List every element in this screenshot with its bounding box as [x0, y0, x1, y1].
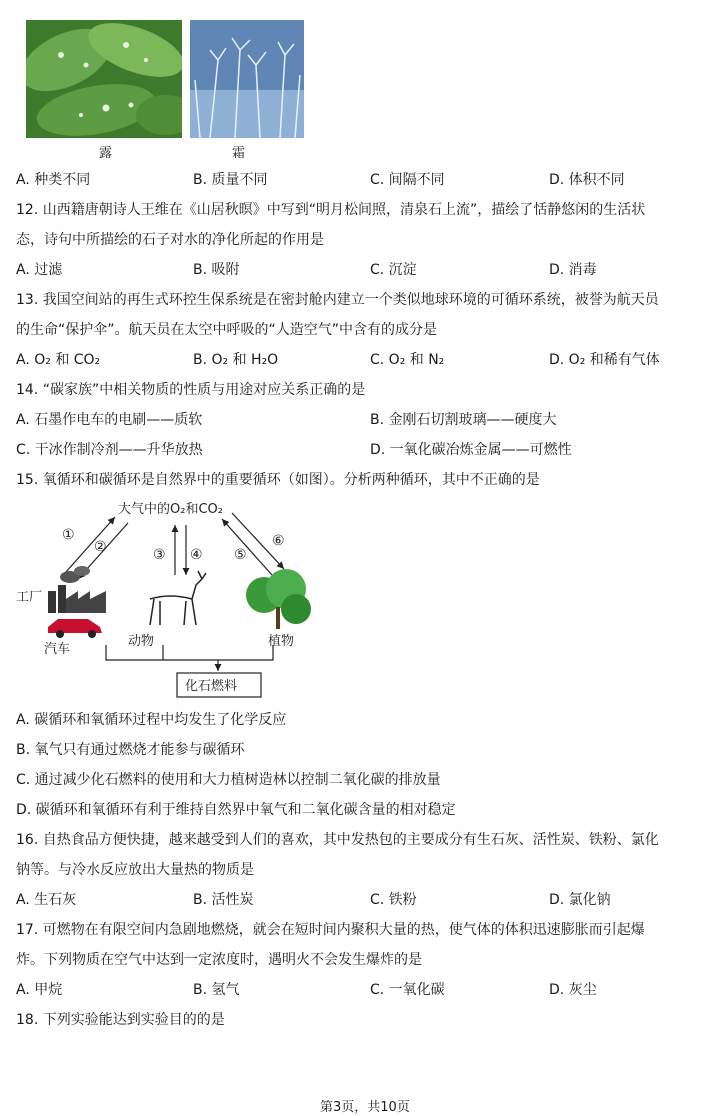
q14-line-1: 14. “碳家族”中相关物质的性质与用途对应关系正确的是 [16, 382, 366, 398]
q14-option-d: D. 一氧化碳冶炼金属——可燃性 [370, 442, 572, 458]
arrow-label-2: ② [94, 539, 107, 555]
q13-option-a: A. O₂ 和 CO₂ [16, 352, 101, 368]
cycle-diagram [10, 495, 320, 705]
q15-line-1: 15. 氧循环和碳循环是自然界中的重要循环（如图）。分析两种循环，其中不正确的是 [16, 472, 540, 488]
q11-option-a: A. 种类不同 [16, 172, 91, 188]
q17-line-2: 炸。下列物质在空气中达到一定浓度时，遇明火不会发生爆炸的是 [16, 952, 422, 968]
arrow-label-6: ⑥ [272, 533, 285, 549]
frost-caption: 霜 [232, 146, 246, 161]
q15-option-c: C. 通过减少化石燃料的使用和大力植树造林以控制二氧化碳的排放量 [16, 772, 441, 788]
q11-option-b: B. 质量不同 [193, 172, 268, 188]
car-icon [48, 619, 102, 638]
q13-line-1: 13. 我国空间站的再生式环控生保系统是在密封舱内建立一个类似地球环境的可循环系统，被誉为航天员 [16, 292, 659, 308]
q14-option-b: B. 金刚石切割玻璃——硬度大 [370, 412, 557, 428]
q15-option-d: D. 碳循环和氧循环有利于维持自然界中氧气和二氧化碳含量的相对稳定 [16, 802, 456, 818]
q18-line-1: 18. 下列实验能达到实验目的的是 [16, 1012, 225, 1028]
q16-line-1: 16. 自热食品方便快捷，越来越受到人们的喜欢，其中发热包的主要成分有生石灰、活性炭、铁粉、氯化 [16, 832, 659, 848]
q14-option-c: C. 干冰作制冷剂——升华放热 [16, 442, 203, 458]
tree-icon [246, 569, 311, 629]
animal-label: 动物 [128, 634, 155, 649]
q16-option-c: C. 铁粉 [370, 892, 417, 908]
q17-option-a: A. 甲烷 [16, 982, 63, 998]
page-footer: 第3页，共10页 [320, 1100, 410, 1115]
dew-caption: 露 [99, 146, 113, 161]
q16-option-a: A. 生石灰 [16, 892, 77, 908]
q12-line-2: 态，诗句中所描绘的石子对水的净化所起的作用是 [16, 232, 324, 248]
car-label: 汽车 [44, 642, 71, 657]
fossil-label: 化石燃料 [185, 679, 238, 694]
q11-option-c: C. 间隔不同 [370, 172, 445, 188]
q16-option-d: D. 氯化钠 [549, 892, 611, 908]
q12-option-d: D. 消毒 [549, 262, 597, 278]
q17-line-1: 17. 可燃物在有限空间内急剧地燃烧，就会在短时间内聚积大量的热，使气体的体积迅速膨胀而引起爆 [16, 922, 645, 938]
q15-option-b: B. 氧气只有通过燃烧才能参与碳循环 [16, 742, 245, 758]
q14-option-a: A. 石墨作电车的电刷——质软 [16, 412, 203, 428]
q15-option-a: A. 碳循环和氧循环过程中均发生了化学反应 [16, 712, 287, 728]
q13-line-2: 的生命“保护伞”。航天员在太空中呼吸的“人造空气”中含有的成分是 [16, 322, 438, 338]
q12-option-c: C. 沉淀 [370, 262, 417, 278]
q13-option-b: B. O₂ 和 H₂O [193, 352, 279, 368]
q12-option-a: A. 过滤 [16, 262, 63, 278]
q13-option-d: D. O₂ 和稀有气体 [549, 352, 660, 368]
q11-option-d: D. 体积不同 [549, 172, 625, 188]
factory-label: 工厂 [16, 590, 43, 605]
arrow-label-3: ③ [153, 547, 166, 563]
arrow-label-1: ① [62, 527, 75, 543]
q16-option-b: B. 活性炭 [193, 892, 254, 908]
q12-option-b: B. 吸附 [193, 262, 240, 278]
deer-icon [150, 571, 206, 625]
q16-line-2: 钠等。与冷水反应放出大量热的物质是 [16, 862, 254, 878]
q12-line-1: 12. 山西籍唐朝诗人王维在《山居秋暝》中写到“明月松间照，清泉石上流”，描绘了恬静悠闲的生活状 [16, 202, 646, 218]
atmosphere-label: 大气中的O₂和CO₂ [118, 502, 223, 517]
q17-option-c: C. 一氧化碳 [370, 982, 445, 998]
q17-option-b: B. 氢气 [193, 982, 240, 998]
q17-option-d: D. 灰尘 [549, 982, 597, 998]
arrow-label-5: ⑤ [234, 547, 247, 563]
factory-icon [48, 566, 106, 613]
dew-photo [26, 20, 182, 138]
plant-label: 植物 [268, 634, 295, 649]
arrow-label-4: ④ [190, 547, 203, 563]
q13-option-c: C. O₂ 和 N₂ [370, 352, 445, 368]
frost-photo [190, 20, 304, 138]
